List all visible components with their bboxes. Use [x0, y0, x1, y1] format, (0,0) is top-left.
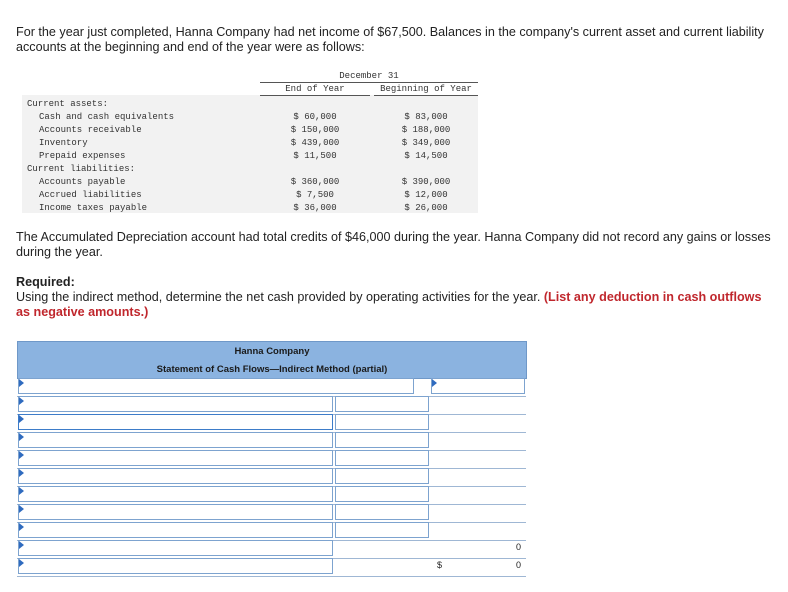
table-row: Cash and cash equivalents $ 60,000 $ 83,000	[39, 112, 448, 122]
depreciation-note: The Accumulated Depreciation account had total credits of $46,000 during the year. Hanna Company did not record any gains or losses during the year.	[16, 230, 771, 259]
line-item-select[interactable]	[18, 540, 333, 556]
line-item-amount-input[interactable]	[335, 486, 429, 502]
required-section	[16, 275, 776, 320]
required-title: Required:	[16, 275, 75, 289]
line-item-amount-input[interactable]	[335, 450, 429, 466]
dropdown-marker-icon	[19, 451, 24, 459]
dropdown-marker-icon	[19, 397, 24, 405]
line-item-amount-input[interactable]	[335, 414, 429, 430]
statement-heading-amount-select[interactable]	[431, 378, 525, 394]
statement-company: Hanna Company	[234, 346, 310, 357]
header-end-of-year: End of Year	[260, 84, 370, 96]
dropdown-marker-icon	[19, 541, 24, 549]
statement-row	[17, 432, 526, 451]
dropdown-marker-icon	[19, 559, 24, 567]
required-instructions	[16, 290, 776, 320]
statement-title: Statement of Cash Flows—Indirect Method (partial)	[156, 364, 388, 375]
line-item-select[interactable]	[18, 486, 333, 502]
line-item-amount-input[interactable]	[335, 432, 429, 448]
statement-row	[17, 378, 526, 397]
line-item-select[interactable]	[18, 504, 333, 520]
dropdown-marker-icon	[19, 379, 24, 387]
line-item-select[interactable]	[18, 432, 333, 448]
required-emphasis: (List any deduction in cash outflows as negative amounts.)	[16, 290, 762, 319]
header-december: December 31	[260, 71, 478, 83]
table-row: Inventory $ 439,000 $ 349,000	[39, 138, 451, 148]
line-item-select[interactable]	[18, 450, 333, 466]
line-item-select[interactable]	[18, 396, 333, 412]
line-item-amount-input[interactable]	[335, 468, 429, 484]
statement-row	[17, 522, 526, 541]
total-value: 0	[515, 560, 521, 570]
statement-row	[17, 486, 526, 505]
current-assets-heading: Current assets:	[27, 99, 109, 109]
table-row: Accounts receivable $ 150,000 $ 188,000	[39, 125, 451, 135]
line-item-select[interactable]	[18, 468, 333, 484]
statement-heading-select[interactable]	[18, 378, 414, 394]
line-item-amount-input[interactable]	[335, 522, 429, 538]
header-beginning-of-year: Beginning of Year	[374, 84, 478, 96]
line-item-amount-input[interactable]	[335, 396, 429, 412]
dropdown-marker-icon	[19, 523, 24, 531]
cash-flow-statement	[17, 341, 526, 579]
statement-row	[17, 450, 526, 469]
current-liabilities-heading: Current liabilities:	[27, 164, 136, 174]
table-row: Prepaid expenses $ 11,500 $ 14,500	[39, 151, 448, 161]
table-row: Accounts payable $ 360,000 $ 390,000	[39, 177, 451, 187]
table-row: Income taxes payable $ 36,000 $ 26,000	[39, 203, 448, 213]
dropdown-marker-icon	[19, 505, 24, 513]
dropdown-marker-icon	[19, 415, 24, 423]
statement-row	[17, 396, 526, 415]
statement-row	[17, 468, 526, 487]
total-currency: $	[437, 560, 443, 570]
line-item-select[interactable]	[18, 414, 333, 430]
statement-row	[17, 540, 526, 559]
intro-text: For the year just completed, Hanna Company had net income of $67,500. Balances in the company's current asset and current liability accounts at the beginning and end of the year were as follows:	[16, 25, 764, 54]
dropdown-marker-icon	[432, 379, 437, 387]
statement-row	[17, 414, 526, 433]
statement-header	[17, 341, 527, 379]
total-label-select[interactable]	[18, 558, 333, 574]
statement-row	[17, 504, 526, 523]
dropdown-marker-icon	[19, 433, 24, 441]
statement-row	[17, 558, 526, 577]
dropdown-marker-icon	[19, 487, 24, 495]
line-item-amount-input[interactable]	[335, 504, 429, 520]
dropdown-marker-icon	[19, 469, 24, 477]
line-item-select[interactable]	[18, 522, 333, 538]
required-text: Using the indirect method, determine the net cash provided by operating activities for the year.	[16, 290, 544, 304]
subtotal-value: 0	[515, 542, 521, 552]
table-row: Accrued liabilities $ 7,500 $ 12,000	[39, 190, 448, 200]
